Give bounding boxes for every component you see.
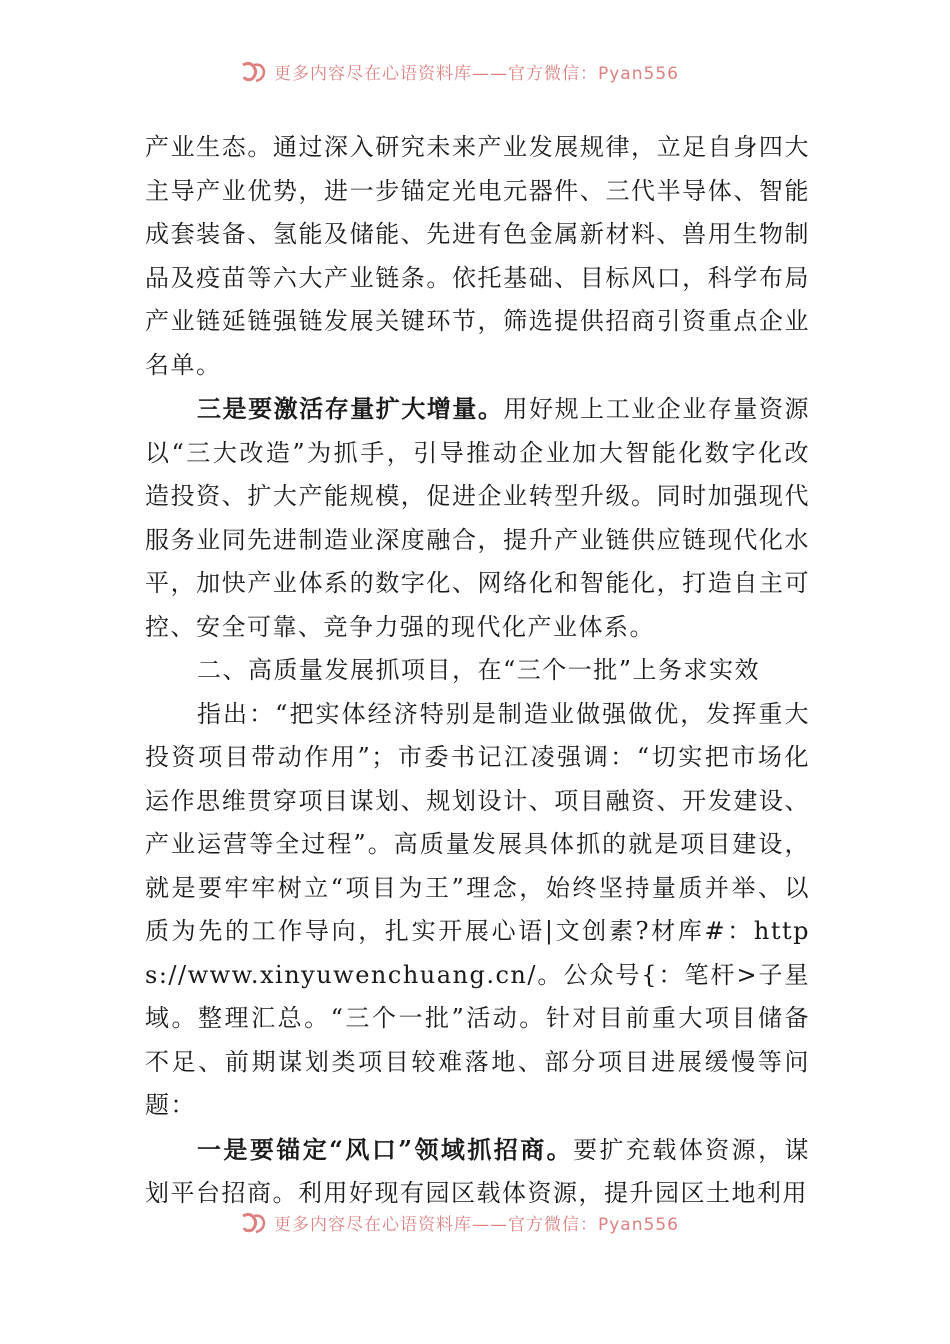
logo-icon xyxy=(240,59,268,83)
paragraph-anchor-investment xyxy=(145,1128,810,1216)
paragraph-body: 用好规上工业企业存量资源以“三大改造”为抓手，引导推动企业加大智能化数字化改造投资、扩大产能规模，促进企业转型升级。同时加强现代服务业同先进制造业深度融合，提升产业链供应链现代化水平，加快产业体系的数字化、网络化和智能化，打造自主可控、安全可靠、竞争力强的现代化产业体系。 xyxy=(145,395,811,641)
paragraph-lead-bold: 三是要激活存量扩大增量。 xyxy=(197,394,504,423)
paragraph-industry-ecology: 产业生态。通过深入研究未来产业发展规律，立足自身四大主导产业优势，进一步锚定光电元器件、三代半导体、智能成套装备、氢能及储能、先进有色金属新材料、兽用生物制品及疫苗等六大产业链条。依托基础、目标风口，科学布局产业链延链强链发展关键环节，筛选提供招商引资重点企业名单。 xyxy=(145,133,810,379)
watermark-text: 更多内容尽在心语资料库——官方微信：Pyan556 xyxy=(274,63,679,84)
paragraph-activate-stock xyxy=(145,387,810,649)
paragraph-lead-bold: 一是要锚定“风口”领域抓招商。 xyxy=(197,1134,574,1164)
logo-icon xyxy=(240,1210,268,1234)
document-body xyxy=(145,126,810,1216)
watermark-header xyxy=(240,57,720,85)
paragraph-body: 要扩充载体资源，谋划平台招商。利用好现有园区载体资源，提升园区土地利用 xyxy=(145,1135,811,1207)
paragraph-project-construction: 指出：“把实体经济特别是制造业做强做优，发挥重大投资项目带动作用”；市委书记江凌强调：“切实把市场化运作思维贯穿项目谋划、规划设计、项目融资、开发建设、产业运营等全过程”。高质量发展具体抓的就是项目建设，就是要牢牢树立“项目为王”理念，始终坚持量质并举、以质为先的工作导向，扎实开展心语|文创素?材库#：https://www.xinyuwenchuang.cn/。公众号{：笔杆>子星域。整理汇总。“三个一批”活动。针对目前重大项目储备不足、前期谋划类项目较难落地、部分项目进展缓慢等问题： xyxy=(145,699,810,1119)
watermark-text: 更多内容尽在心语资料库——官方微信：Pyan556 xyxy=(274,1214,679,1235)
section-heading: 二、高质量发展抓项目，在“三个一批”上务求实效 xyxy=(197,656,761,684)
watermark-footer xyxy=(240,1208,720,1236)
